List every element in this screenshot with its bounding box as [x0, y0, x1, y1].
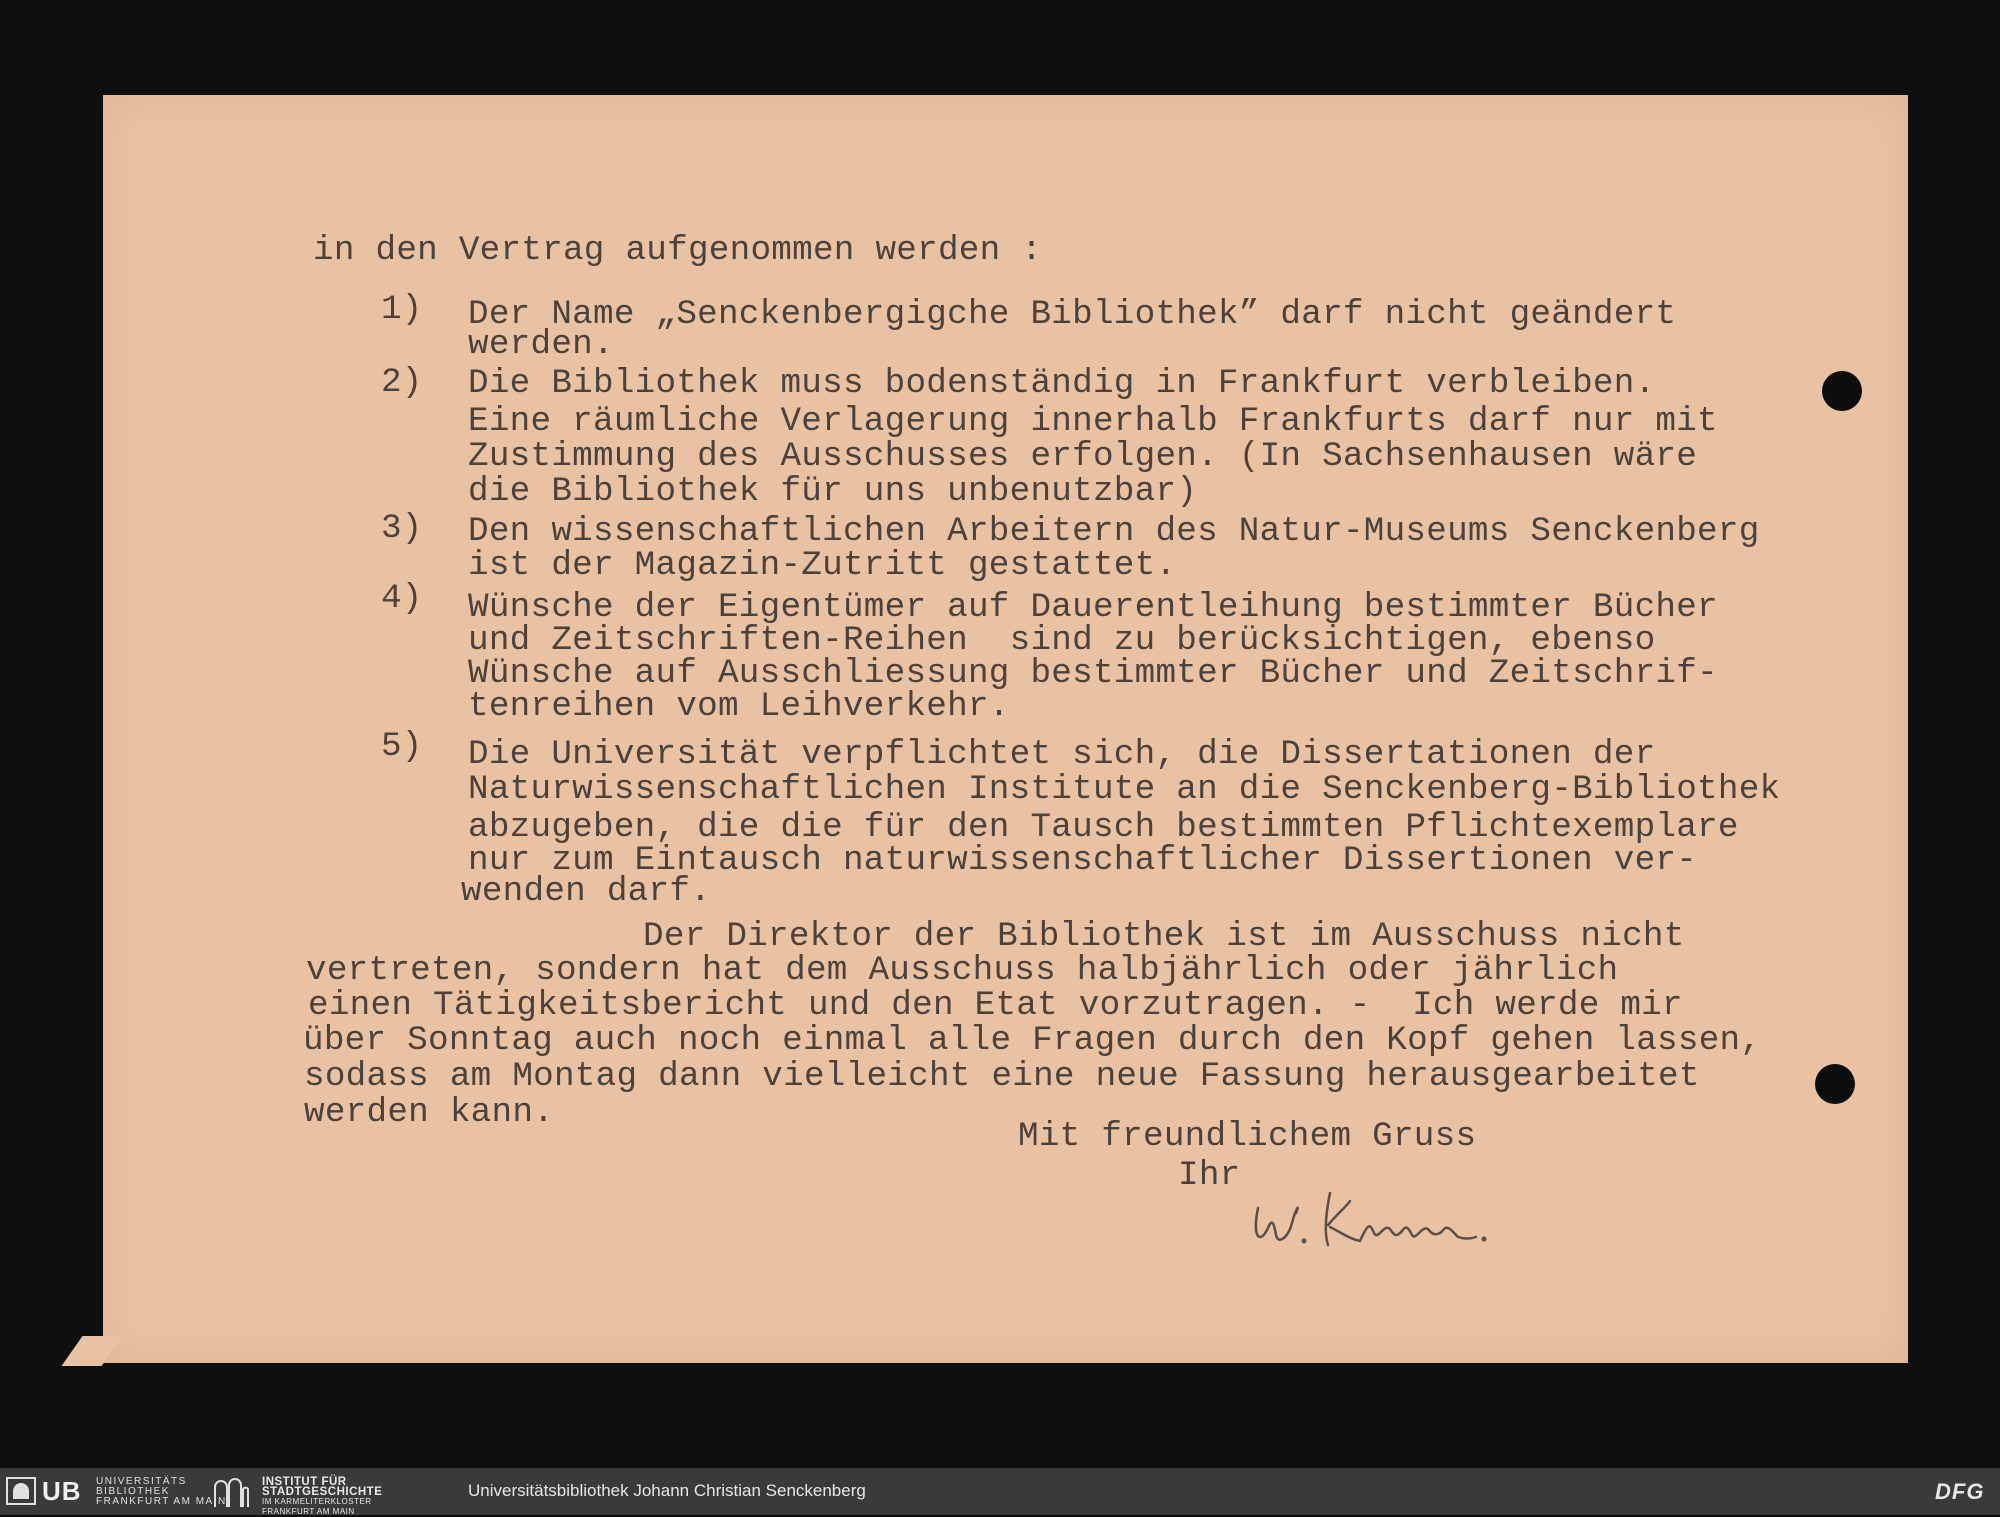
item-2-line-1: Die Bibliothek muss bodenständig in Frankfurt verbleiben. — [468, 364, 1656, 403]
dfg-logo: DFG — [1935, 1479, 1985, 1504]
item-4-line-2: und Zeitschriften-Reihen sind zu berücksichtigen, ebenso — [468, 621, 1656, 660]
institute-logo-text — [262, 1477, 382, 1517]
item-number: 1) — [381, 290, 423, 329]
item-3-line-1: Den wissenschaftlichen Arbeitern des Natur-Museums Senckenberg — [468, 512, 1760, 551]
item-number: 3) — [381, 509, 423, 548]
ub-logo-icon — [6, 1477, 36, 1505]
paragraph-line-4: über Sonntag auch noch einmal alle Fragen durch den Kopf gehen lassen, — [303, 1021, 1762, 1060]
item-1-line-2: werden. — [468, 325, 614, 364]
item-3-line-2: ist der Magazin-Zutritt gestattet. — [468, 546, 1177, 585]
punch-hole — [1822, 371, 1862, 411]
item-5-line-2: Naturwissenschaftlichen Institute an die Senckenberg-Bibliothek — [468, 770, 1781, 809]
ub-logo-label: UB — [42, 1476, 82, 1506]
item-number: 2) — [381, 363, 423, 402]
item-5-line-5: wenden darf. — [461, 872, 711, 911]
ifs-text-line: STADTGESCHICHTE — [262, 1486, 383, 1498]
item-4-line-1: Wünsche der Eigentümer auf Dauerentleihung bestimmter Bücher — [468, 588, 1718, 627]
item-5-line-1: Die Universität verpflichtet sich, die Dissertationen der — [468, 735, 1656, 774]
item-2-line-3: Zustimmung des Ausschusses erfolgen. (In Sachsenhausen wäre — [468, 437, 1698, 476]
closing-ihr: Ihr — [1178, 1156, 1241, 1195]
footer-bar — [0, 1468, 2000, 1515]
item-number: 5) — [381, 727, 423, 766]
ub-logo-text — [96, 1477, 227, 1507]
item-1-line-1: Der Name „Senckenbergigche Bibliothek” darf nicht geändert — [468, 295, 1677, 334]
paragraph-line-3: einen Tätigkeitsbericht und den Etat vorzutragen. - Ich werde mir — [308, 986, 1683, 1025]
document-paper — [103, 95, 1908, 1363]
ub-text-line: UNIVERSITÄTS — [96, 1476, 187, 1487]
ub-text-line: FRANKFURT AM MAIN — [96, 1496, 227, 1507]
closing-greeting: Mit freundlichem Gruss — [1018, 1117, 1477, 1156]
item-4-line-4: tenreihen vom Leihverkehr. — [468, 687, 1010, 726]
institute-arches-icon — [213, 1477, 249, 1507]
ifs-text-line: IM KARMELITERKLOSTER — [262, 1497, 372, 1506]
paragraph-line-2: vertreten, sondern hat dem Ausschuss halbjährlich oder jährlich — [306, 951, 1619, 990]
paragraph-line-5: sodass am Montag dann vielleicht eine neue Fassung herausgearbeitet — [304, 1057, 1700, 1096]
paragraph-line-6: werden kann. — [304, 1093, 554, 1132]
item-number: 4) — [381, 579, 423, 618]
item-2-line-2: Eine räumliche Verlagerung innerhalb Frankfurts darf nur mit — [468, 402, 1718, 441]
ub-text-line: BIBLIOTHEK — [96, 1486, 170, 1497]
item-4-line-3: Wünsche auf Ausschliessung bestimmter Bücher und Zeitschrif- — [468, 654, 1718, 693]
item-2-line-4: die Bibliothek für uns unbenutzbar) — [468, 472, 1198, 511]
footer-caption: Universitätsbibliothek Johann Christian Senckenberg — [468, 1481, 866, 1500]
intro-line: in den Vertrag aufgenommen werden : — [313, 231, 1043, 270]
paragraph-line-1: Der Direktor der Bibliothek ist im Ausschuss nicht — [643, 917, 1685, 956]
item-5-line-4: nur zum Eintausch naturwissenschaftlicher Dissertionen ver- — [468, 841, 1698, 880]
item-5-line-3: abzugeben, die die für den Tausch bestimmten Pflichtexemplare — [468, 808, 1739, 847]
punch-hole — [1815, 1064, 1855, 1104]
ifs-text-line: INSTITUT FÜR — [262, 1476, 347, 1488]
ifs-text-line: FRANKFURT AM MAIN — [262, 1507, 355, 1516]
handwritten-signature — [1238, 1183, 1588, 1253]
